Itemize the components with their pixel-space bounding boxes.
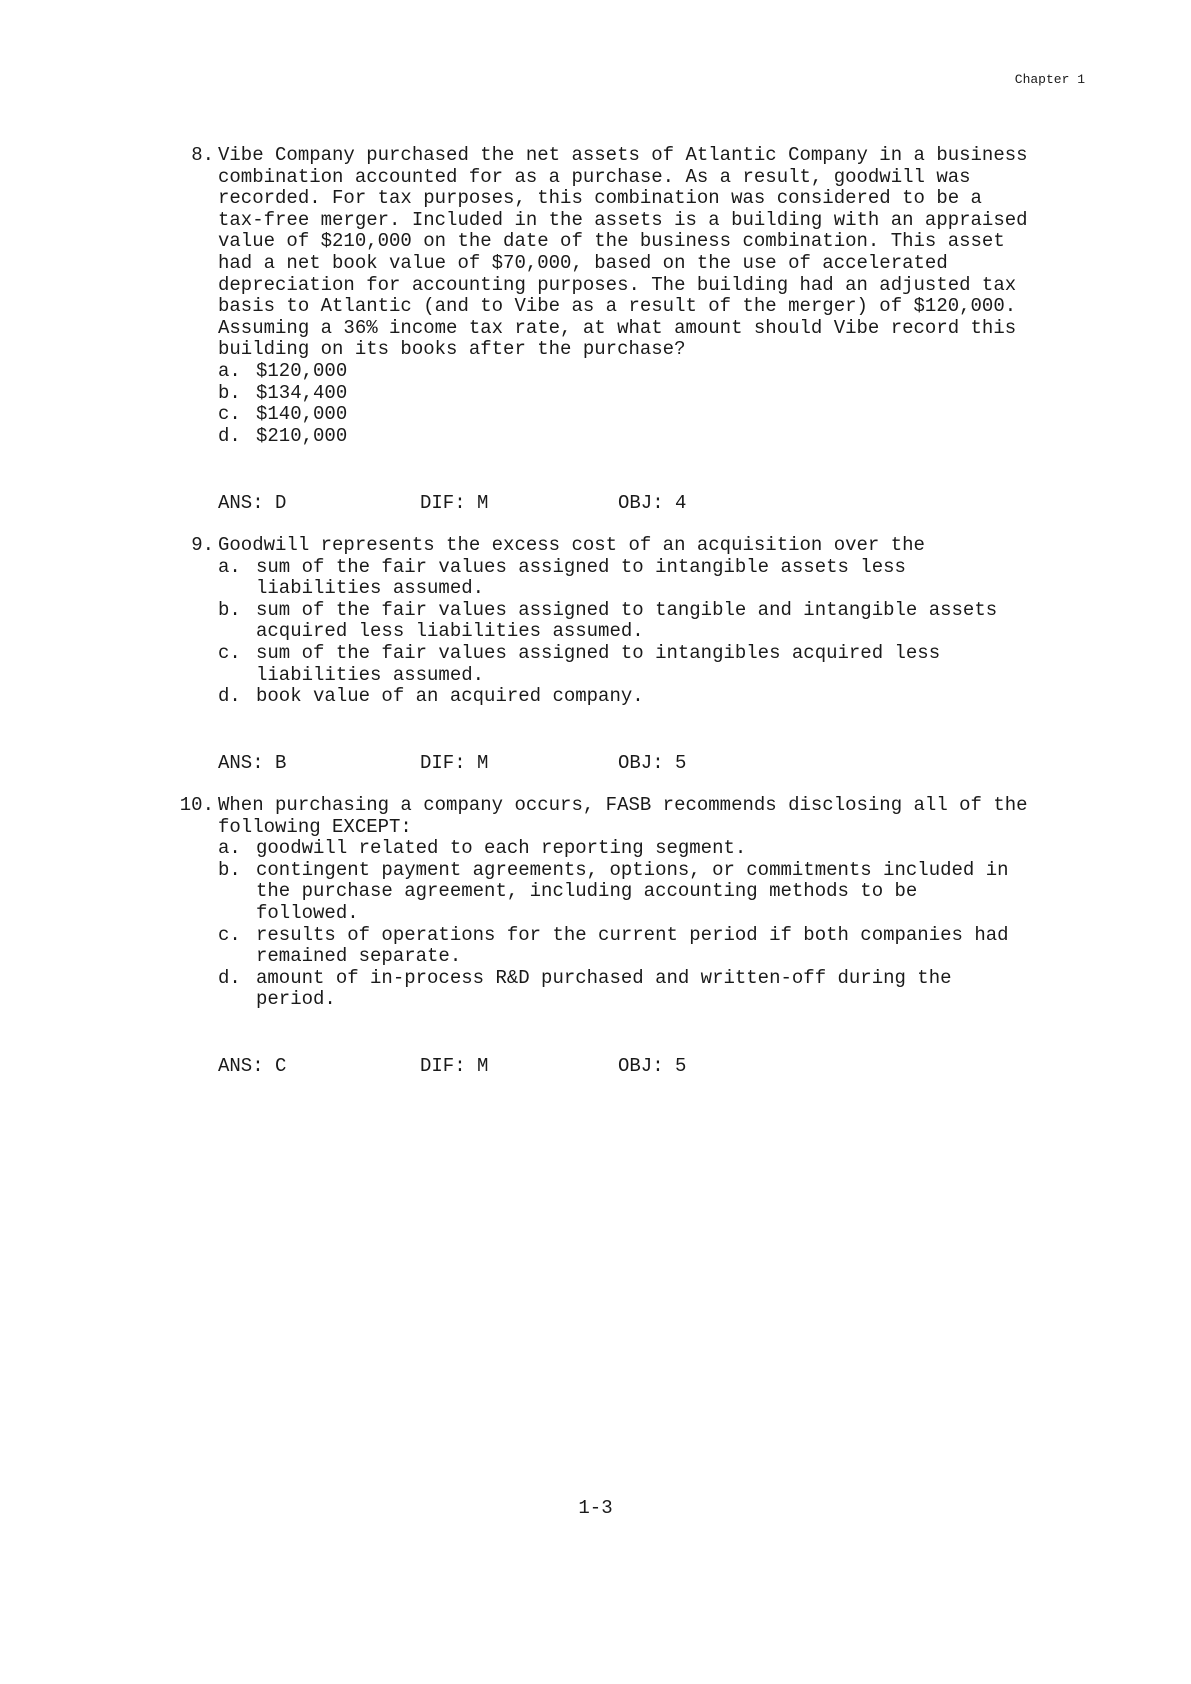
choice-d [218, 686, 1092, 708]
choice-text: amount of in-process R&D purchased and written-off during the period. [256, 966, 952, 1011]
objective: OBJ: 4 [618, 492, 687, 514]
choice-c [218, 404, 1092, 426]
choice-b [218, 600, 1092, 643]
choice-letter: d. [218, 424, 241, 447]
difficulty: DIF: M [420, 752, 489, 774]
question-9 [172, 535, 1092, 708]
choice-letter: b. [218, 858, 241, 881]
choice-d [218, 426, 1092, 448]
choice-text: sum of the fair values assigned to intangible assets less liabilities assumed. [256, 555, 906, 600]
objective: OBJ: 5 [618, 1055, 687, 1077]
choice-letter: c. [218, 641, 241, 664]
page-number: 1-3 [578, 1497, 613, 1519]
choice-letter: c. [218, 923, 241, 946]
question-number: 10. [179, 794, 214, 816]
choice-text: goodwill related to each reporting segment. [256, 837, 747, 860]
choice-text: book value of an acquired company. [256, 685, 644, 708]
question-stem: When purchasing a company occurs, FASB recommends disclosing all of the following EXCEPT: [218, 794, 1028, 838]
choice-letter: a. [218, 555, 241, 578]
choice-a [218, 361, 1092, 383]
difficulty: DIF: M [420, 1055, 489, 1077]
choice-a [218, 557, 1092, 600]
choice-b [218, 383, 1092, 405]
question-stem: Vibe Company purchased the net assets of Atlantic Company in a business combination accounted for as a purchase. As a result, goodwill was recorded. For tax purposes, this combination was considered to be a tax-free merger. Included in the assets is a building with an appraised value of $210,000 on the date of the business combination. This asset had a net book value of $70,000, based on the use of accelerated depreciation for accounting purposes. The building had an adjusted tax basis to Atlantic (and to Vibe as a result of the merger) of $120,000. Assuming a 36% income tax rate, at what amount should Vibe record this building on its books after the purchase? [218, 144, 1028, 361]
choice-text: $134,400 [256, 381, 348, 404]
choice-text: sum of the fair values assigned to tangible and intangible assets acquired less liabilities assumed. [256, 598, 998, 643]
question-number: 8. [191, 144, 214, 166]
choice-text: $210,000 [256, 424, 348, 447]
choice-text: $140,000 [256, 403, 348, 426]
choice-letter: d. [218, 685, 241, 708]
answer-key: ANS: D [218, 492, 287, 514]
objective: OBJ: 5 [618, 752, 687, 774]
choice-letter: b. [218, 381, 241, 404]
choice-letter: a. [218, 837, 241, 860]
question-10 [172, 795, 1092, 1011]
choice-text: sum of the fair values assigned to intangibles acquired less liabilities assumed. [256, 641, 941, 686]
choice-d [218, 968, 1092, 1011]
choice-a [218, 838, 1092, 860]
choice-text: $120,000 [256, 359, 348, 382]
answer-key: ANS: C [218, 1055, 287, 1077]
question-8 [172, 145, 1092, 447]
question-stem: Goodwill represents the excess cost of an acquisition over the [218, 534, 925, 556]
choice-c [218, 925, 1092, 968]
difficulty: DIF: M [420, 492, 489, 514]
question-number: 9. [191, 534, 214, 556]
choice-letter: a. [218, 359, 241, 382]
choice-letter: b. [218, 598, 241, 621]
choice-text: contingent payment agreements, options, or commitments included in the purchase agreement, including accounting methods to be followed. [256, 858, 1009, 924]
choice-letter: c. [218, 403, 241, 426]
answer-key: ANS: B [218, 752, 287, 774]
choice-text: results of operations for the current period if both companies had remained separate. [256, 923, 1009, 968]
chapter-header: Chapter 1 [1014, 72, 1085, 87]
choice-letter: d. [218, 966, 241, 989]
choice-b [218, 860, 1092, 925]
choice-c [218, 643, 1092, 686]
